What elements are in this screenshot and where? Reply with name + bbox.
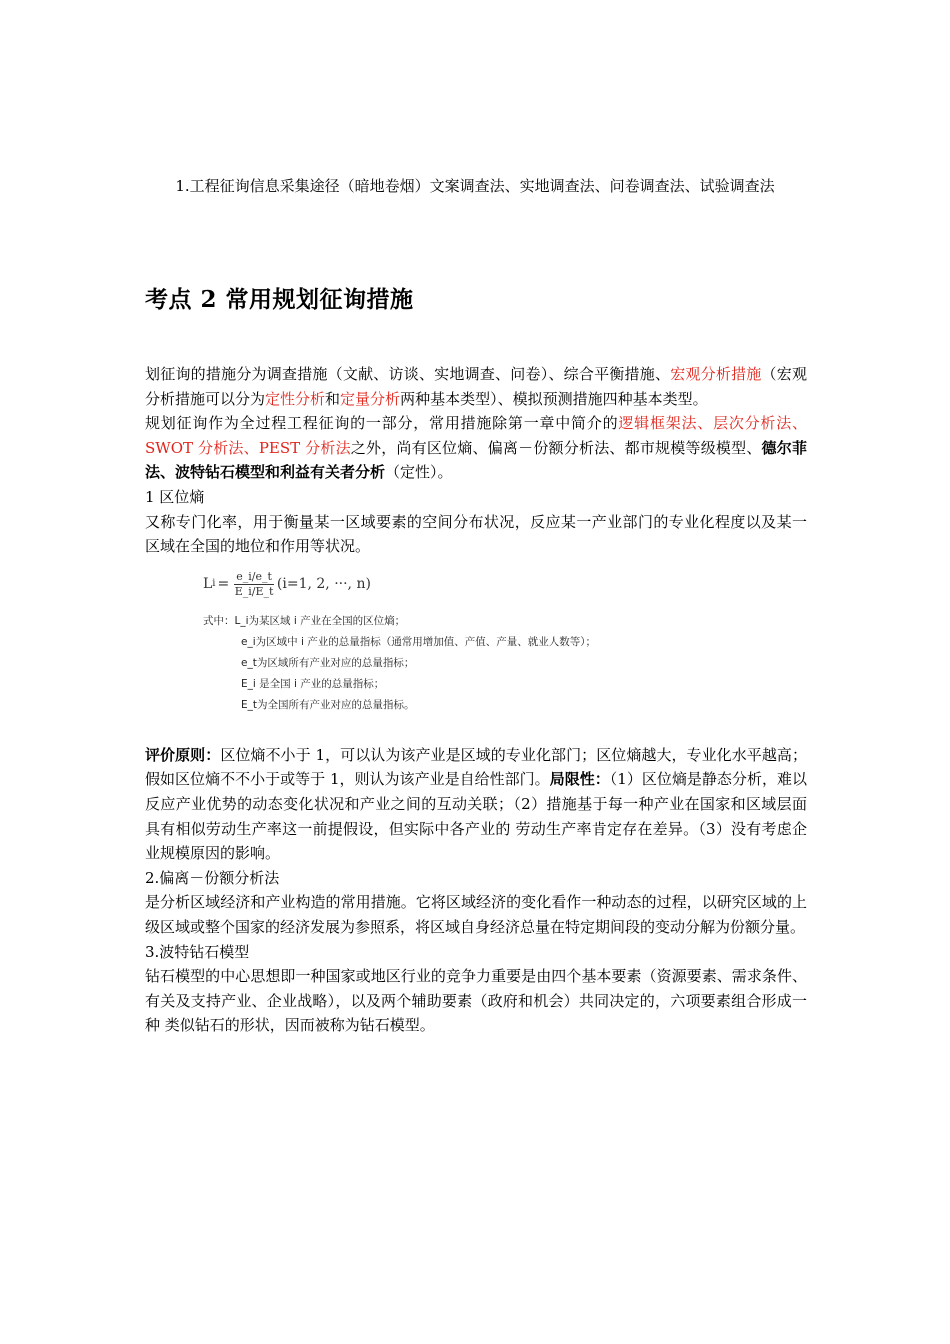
section-heading: 考点 2 常用规划征询措施	[145, 286, 414, 313]
text-run: （宏观分析措施可以分为	[145, 365, 807, 408]
highlight-analysis-methods: 逻辑框架法、层次分析法、SWOT 分析法、PEST 分析法	[145, 414, 807, 457]
highlight-macro-analysis: 宏观分析措施	[670, 365, 762, 383]
text-run: （定性）。	[385, 463, 453, 482]
formula-equals: =	[217, 576, 230, 593]
bold-limitation-label: 局限性：	[549, 770, 610, 789]
text-run: 规划征询作为全过程工程征询的一部分，常用措施除第一章中简介的	[145, 414, 619, 433]
paragraph-porter-diamond: 钻石模型的中心思想即一种国家或地区行业的竞争力重要是由四个基本要素（资源要素、需求条件、 有关及支持产业、企业战略），以及两个辅助要素（政府和机会）共同决定的，六项要素组合形成一种 类似钻石的形状，因而被称为钻石模型。	[145, 967, 807, 1035]
highlight-quantitative: 定量分析	[340, 389, 401, 408]
formula-denominator: E_i/E_t	[234, 585, 274, 599]
formula-lhs-sub: i	[212, 578, 216, 590]
formula-range: (i=1, 2, ···, n)	[276, 576, 371, 593]
paragraph-common-methods	[145, 411, 807, 485]
highlight-qualitative: 定性分析	[265, 389, 326, 408]
formula-lhs: L	[203, 576, 213, 593]
text-run: 之外，尚有区位熵、偏离－份额分析法、都市规模等级模型、	[350, 438, 762, 457]
text-run: 区位熵不小于 1，可以认为该产业是区域的专业化部门；区位熵越大，专业化水平越高；假如区位熵不不小于或等于 1，则认为该产业是自给性部门。	[145, 745, 807, 789]
location-quotient-formula	[203, 567, 371, 603]
formula-figure	[145, 563, 807, 733]
body-text	[145, 362, 807, 1038]
lead-line: 1.工程征询信息采集途径（暗地卷烟）文案调查法、实地调查法、问卷调查法、试验调查法	[175, 177, 775, 195]
text-run: 和	[325, 389, 341, 408]
definition-line: 式中：L_i为某区域 i 产业在全国的区位熵；	[203, 614, 406, 627]
bold-evaluation-label: 评价原则：	[145, 745, 221, 764]
definition-line: e_i为区域中 i 产业的总量指标（通常用增加值、产值、产量、就业人数等）；	[241, 635, 596, 648]
subsection-title-location-quotient: 1 区位熵	[145, 487, 205, 506]
definition-line: e_t为区域所有产业对应的总量指标；	[241, 656, 415, 669]
subsection-title-porter-diamond: 3.波特钻石模型	[145, 942, 250, 961]
paragraph-methods	[145, 362, 807, 411]
bold-methods: 德尔菲法、波特钻石模型和利益有关者分析	[145, 438, 807, 482]
paragraph-shift-share: 是分析区域经济和产业构造的常用措施。它将区域经济的变化看作一种动态的过程，以研究区域的上 级区域或整个国家的经济发展为参照系，将区域自身经济总量在特定期间段的变动分解为份额分量。	[145, 893, 807, 936]
subsection-title-shift-share: 2.偏离－份额分析法	[145, 868, 280, 887]
text-run: 划征询的措施分为调查措施（文献、访谈、实地调查、问卷）、综合平衡措施、	[145, 365, 671, 383]
formula-definitions	[203, 611, 596, 716]
formula-numerator: e_i/e_t	[236, 570, 272, 584]
paragraph-location-quotient: 又称专门化率，用于衡量某一区域要素的空间分布状况，反应某一产业部门的专业化程度以及某一 区域在全国的地位和作用等状况。	[145, 512, 807, 556]
text-run: 两种基本类型）、模拟预测措施四种基本类型。	[400, 389, 708, 408]
definition-line: E_t为全国所有产业对应的总量指标。	[241, 698, 415, 711]
paragraph-evaluation	[145, 743, 807, 866]
text-run: （1）区位熵是静态分析，难以反应产业优势的动态变化状况和产业之间的互动关联；（2）措施基于每一种产业在国家和区域层面具有相似劳动生产率这一前提假设，但实际中各产业的 劳动生产率肯定存在差异。（3）没有考虑企业规模原因的影响。	[145, 770, 807, 863]
formula-fraction	[234, 570, 274, 599]
definition-line: E_i 是全国 i 产业的总量指标；	[241, 677, 385, 690]
